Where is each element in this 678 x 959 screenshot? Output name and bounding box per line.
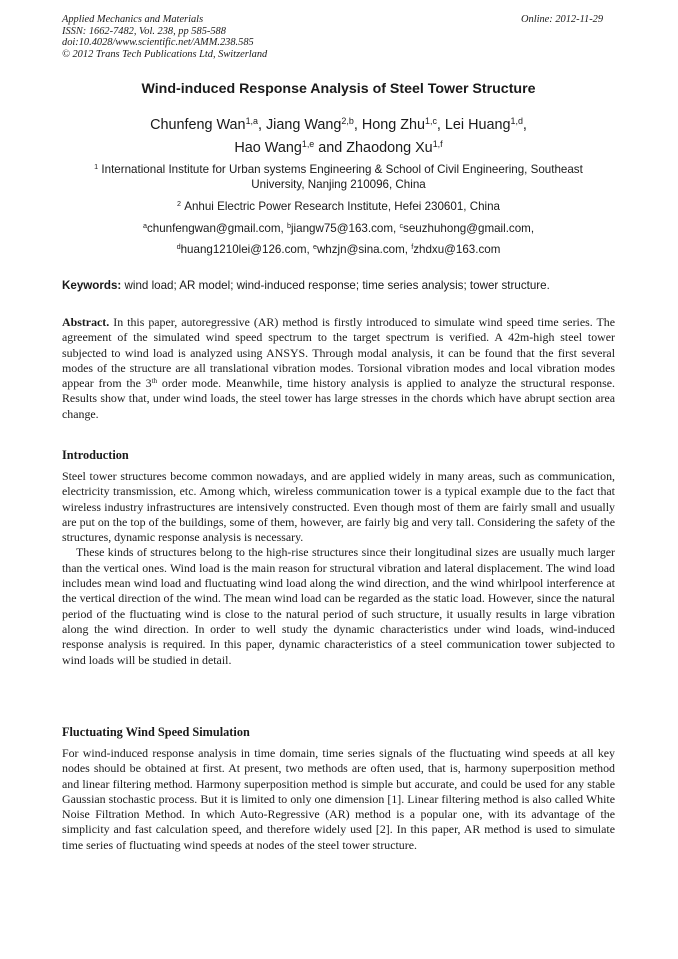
journal-header <box>62 14 267 60</box>
introduction-body <box>62 469 615 668</box>
email-mark: e <box>312 242 317 252</box>
email-mark: c <box>399 221 404 231</box>
email-line-1 <box>62 222 615 237</box>
fluctuating-heading: Fluctuating Wind Speed Simulation <box>62 725 250 739</box>
affiliation-mark: 1 <box>94 162 99 172</box>
author-name: Hao Wang <box>234 140 302 156</box>
email-mark: d <box>176 242 181 252</box>
affiliation-1-line-2: University, Nanjing 210096, China <box>251 177 426 191</box>
email-link[interactable]: zhdxu@163.com <box>413 243 501 256</box>
author-affiliation-mark: 1,e <box>301 139 315 150</box>
affiliation-2-text: Anhui Electric Power Research Institute, Hefei 230601, China <box>184 200 500 213</box>
author-affiliation-mark: 1,a <box>245 116 258 127</box>
abstract <box>62 315 615 422</box>
doi-line[interactable]: doi:10.4028/www.scientific.net/AMM.238.585 <box>62 37 254 49</box>
author-affiliation-mark: 1,c <box>425 116 437 127</box>
email-link[interactable]: jiangw75@163.com, <box>290 222 397 235</box>
abstract-order-sup: th <box>151 377 158 386</box>
copyright-line: © 2012 Trans Tech Publications Ltd, Switzerland <box>62 48 268 60</box>
issn-line: ISSN: 1662-7482, Vol. 238, pp 585-588 <box>62 25 226 37</box>
affiliation-2 <box>62 200 615 215</box>
author-name: Lei Huang <box>444 117 511 133</box>
affiliation-mark: 2 <box>176 199 181 209</box>
paper-title: Wind-induced Response Analysis of Steel Tower Structure <box>141 81 536 97</box>
email-link[interactable]: whzjn@sina.com, <box>316 243 408 256</box>
author-line-1: Chunfeng Wan$^{1,a}$, Jiang Wang$^{2,b}$, Hong Zhu$^{1,c}$, Lei Huang$^{1,d}$, <box>150 116 527 133</box>
introduction-paragraph-1: Steel tower structures become common nowadays, and are applied widely in many areas, such as communication, electricity transmission, etc. Among which, wireless communication tower is a typical example due to the fact that wireless industry infrastructures are intensively constructed. Even though most of them are fairly small and usually are put on the top of the buildings, some of them, however, are fairly big and very tall. Considering the safety of the structures, dynamic response analysis is necessary. <box>62 469 615 545</box>
email-link[interactable]: chunfengwan@gmail.com, <box>146 222 284 235</box>
journal-name: Applied Mechanics and Materials <box>62 14 204 25</box>
email-link[interactable]: huang1210lei@126.com, <box>180 243 310 256</box>
abstract-label: Abstract. <box>62 315 110 329</box>
introduction-paragraph-2: These kinds of structures belong to the high-rise structures since their longitudinal sizes are usually much larger than the vertical ones. Wind load is the main reason for structural vibration and lateral displacement. The wind load includes mean wind load and fluctuating wind load along the wind direction, and the wind whirlpool interference at the vertical direction of the wind. The mean wind load can be regarded as the static load. However, since the natural period of the fluctuating wind is close to the natural period of such structure, it usually results in large vibration along the wind direction. In order to well study the dynamic characteristics under wind loads, wind-induced response analysis is required. In this paper, dynamic characteristics of a steel communication tower subjected to wind loads will be studied in detail. <box>62 545 615 667</box>
author-affiliation-mark: 2,b <box>341 116 354 127</box>
affiliation-1 <box>62 163 615 192</box>
author-conjunction: and <box>318 140 343 156</box>
keywords <box>62 279 550 292</box>
fluctuating-body <box>62 746 615 853</box>
email-mark: b <box>286 221 291 231</box>
fluctuating-paragraph-1: For wind-induced response analysis in time domain, time series signals of the fluctuating wind speeds at all key nodes should be obtained at first. At present, two methods are often used, that is, harmony superposition method and linear filtering method. Harmony superposition method is simple but accurate, and could be used for any stable Gaussian stochastic process. But it is limited to only one dimension [1]. Linear filtering method is also called White Noise Filtration Method. In which Auto-Regressive (AR) method is a popular one, with its advantage of the simplicity and fast calculation speed, and therefore widely used [2]. In this paper, AR method is used to simulate time series of fluctuating wind speeds at nodes of the steel tower structure. <box>62 746 615 852</box>
author-name: Chunfeng Wan <box>150 117 246 133</box>
author-affiliation-mark: 1,d <box>510 116 523 127</box>
author-line-2 <box>62 137 615 159</box>
online-date: Online: 2012-11-29 <box>521 14 604 25</box>
keywords-label: Keywords: <box>62 279 122 292</box>
email-link[interactable]: seuzhuhong@gmail.com, <box>403 222 535 235</box>
author-name: Jiang Wang <box>265 117 342 133</box>
abstract-text-1: In this paper, autoregressive (AR) method is firstly introduced to simulate wind speed time series. The agreement of the simulated wind speed spectrum to the target spectrum is verified. A 42m-high steel tower subjected to wind load is analyzed using ANSYS. Through modal analysis, it can be found that the first several modes of the structure are all translational vibration modes. Torsional vibration modes and local vibration modes appear from the 3 <box>62 315 615 391</box>
abstract-text-2: order mode. Meanwhile, time history analysis is applied to analyze the structural response. Results show that, under wind loads, the steel tower has large stresses in the chords which have abrupt section area change. <box>62 376 615 421</box>
author-name: Hong Zhu <box>361 117 426 133</box>
author-name: Zhaodong Xu <box>346 140 433 156</box>
affiliation-1-line-1: International Institute for Urban systems Engineering & School of Civil Engineering, Southeast <box>101 163 583 176</box>
introduction-heading: Introduction <box>62 448 129 462</box>
email-mark: f <box>411 242 414 252</box>
author-affiliation-mark: 1,f <box>432 139 443 150</box>
email-line-2 <box>62 243 615 258</box>
keywords-text: wind load; AR model; wind-induced response; time series analysis; tower structure. <box>124 279 550 292</box>
email-mark: a <box>142 221 147 231</box>
